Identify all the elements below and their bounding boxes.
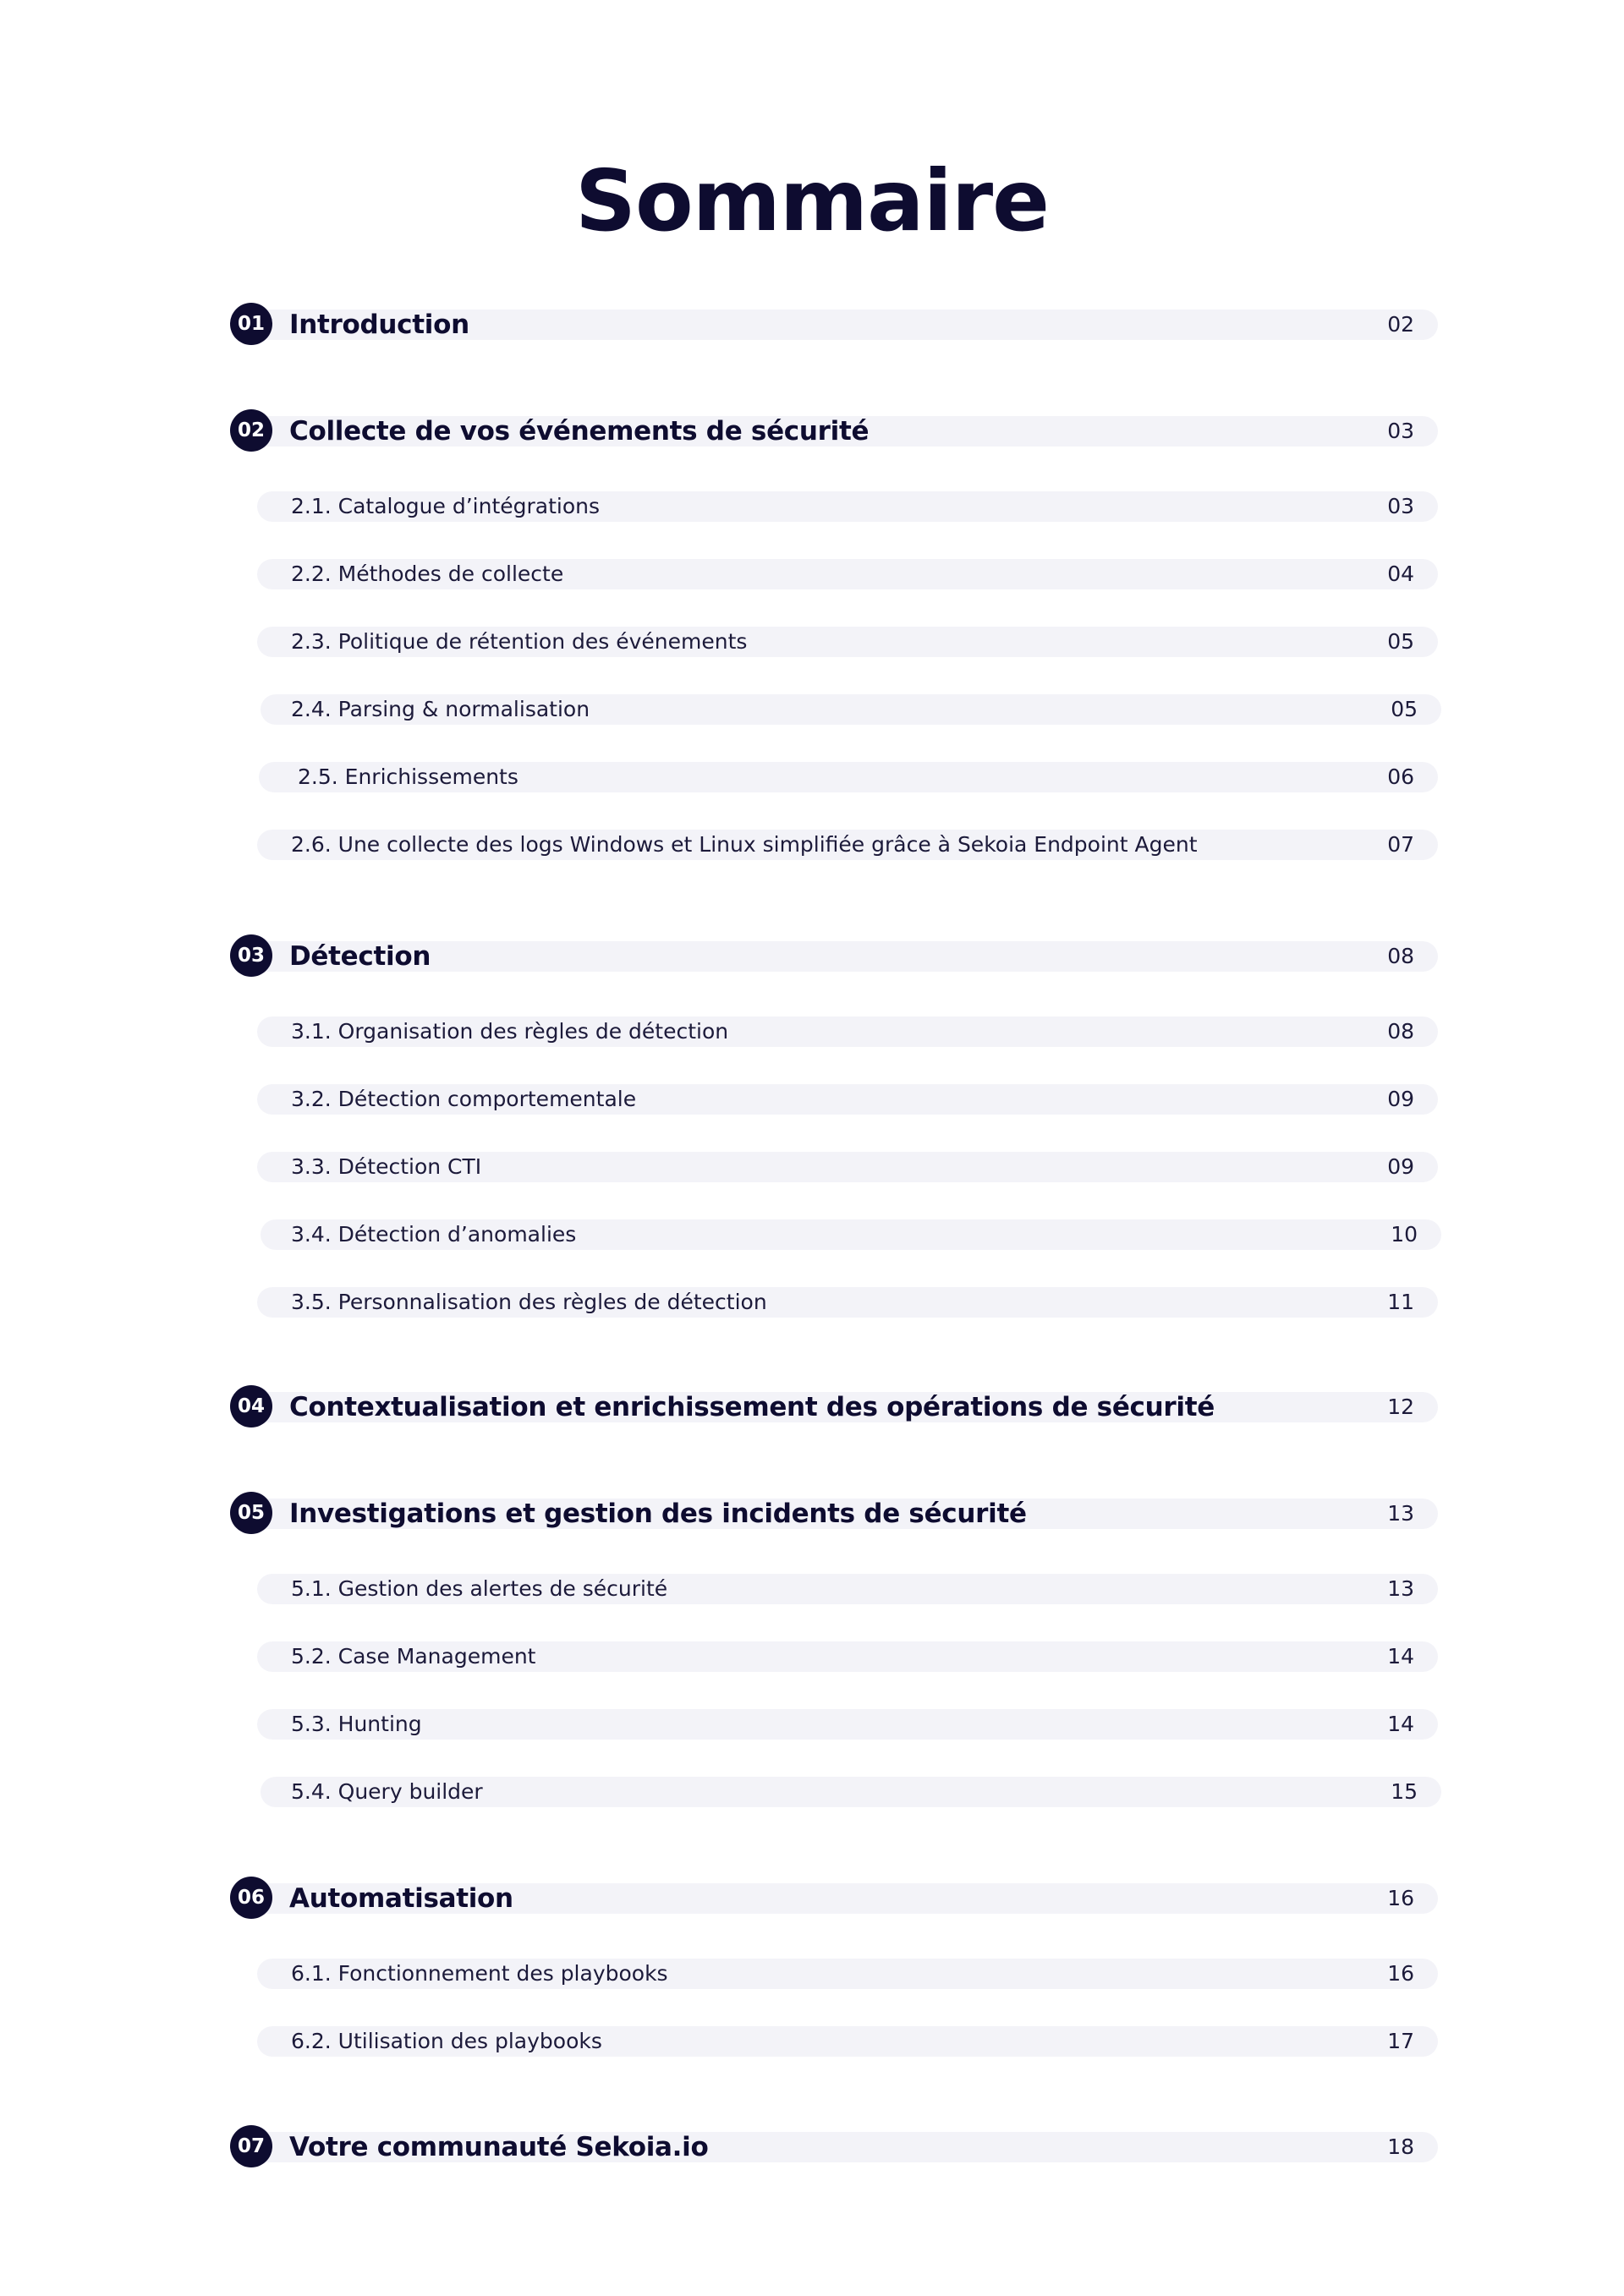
item-page-number: 14 xyxy=(1387,1712,1414,1736)
toc-item-3-3[interactable] xyxy=(257,1152,1438,1182)
item-bar xyxy=(257,1709,1438,1740)
item-title: 3.3. Détection CTI xyxy=(291,1154,482,1179)
toc-item-3-1[interactable] xyxy=(257,1016,1438,1047)
item-title: 2.4. Parsing & normalisation xyxy=(291,697,590,721)
toc-section-automatisation[interactable] xyxy=(230,1883,1438,1914)
item-page-number: 10 xyxy=(1391,1222,1418,1247)
toc-item-2-1[interactable] xyxy=(257,491,1438,522)
item-title: 2.6. Une collecte des logs Windows et Linux simplifiée grâce à Sekoia Endpoint Agent xyxy=(291,832,1198,857)
toc-section-collecte[interactable] xyxy=(230,416,1438,447)
item-title: 5.3. Hunting xyxy=(291,1712,422,1736)
section-title: Détection xyxy=(289,941,431,972)
item-page-number: 04 xyxy=(1387,562,1414,586)
item-page-number: 03 xyxy=(1387,494,1414,518)
item-page-number: 16 xyxy=(1387,1961,1414,1986)
item-title: 6.1. Fonctionnement des playbooks xyxy=(291,1961,668,1986)
section-page-number: 16 xyxy=(1387,1886,1414,1910)
toc-section-detection[interactable] xyxy=(230,941,1438,972)
toc-section-communaute[interactable] xyxy=(230,2132,1438,2162)
item-page-number: 09 xyxy=(1387,1087,1414,1111)
section-title: Contextualisation et enrichissement des opérations de sécurité xyxy=(289,1392,1215,1422)
toc-item-2-5[interactable] xyxy=(259,762,1438,792)
toc-section-investigations[interactable] xyxy=(230,1499,1438,1529)
section-title: Introduction xyxy=(289,310,469,340)
toc-item-5-3[interactable] xyxy=(257,1709,1438,1740)
item-page-number: 14 xyxy=(1387,1644,1414,1669)
toc-section-contextualisation[interactable] xyxy=(230,1392,1438,1422)
section-title: Investigations et gestion des incidents de sécurité xyxy=(289,1499,1027,1529)
toc-item-5-1[interactable] xyxy=(257,1574,1438,1604)
item-page-number: 08 xyxy=(1387,1019,1414,1044)
item-title: 6.2. Utilisation des playbooks xyxy=(291,2029,602,2053)
item-page-number: 06 xyxy=(1387,764,1414,789)
item-title: 3.2. Détection comportementale xyxy=(291,1087,637,1111)
toc-item-6-2[interactable] xyxy=(257,2026,1438,2057)
toc-item-2-6[interactable] xyxy=(257,830,1438,860)
item-page-number: 13 xyxy=(1387,1576,1414,1601)
section-page-number: 18 xyxy=(1387,2134,1414,2159)
item-title: 2.3. Politique de rétention des événements xyxy=(291,629,748,654)
item-page-number: 11 xyxy=(1387,1290,1414,1314)
section-page-number: 08 xyxy=(1387,944,1414,968)
section-number-badge: 06 xyxy=(230,1877,272,1919)
section-page-number: 02 xyxy=(1387,312,1414,337)
item-page-number: 07 xyxy=(1387,832,1414,857)
section-title: Votre communauté Sekoia.io xyxy=(289,2132,709,2162)
item-title: 2.1. Catalogue d’intégrations xyxy=(291,494,601,518)
item-title: 5.4. Query builder xyxy=(291,1779,483,1804)
section-number-badge: 02 xyxy=(230,409,272,452)
item-title: 5.1. Gestion des alertes de sécurité xyxy=(291,1576,668,1601)
toc-item-6-1[interactable] xyxy=(257,1959,1438,1989)
section-page-number: 13 xyxy=(1387,1501,1414,1526)
page-title: Sommaire xyxy=(574,151,1050,250)
item-title: 3.4. Détection d’anomalies xyxy=(291,1222,577,1247)
item-title: 2.5. Enrichissements xyxy=(298,764,518,789)
toc-item-3-5[interactable] xyxy=(257,1287,1438,1318)
item-page-number: 05 xyxy=(1387,629,1414,654)
item-title: 5.2. Case Management xyxy=(291,1644,536,1669)
item-page-number: 05 xyxy=(1391,697,1418,721)
item-page-number: 15 xyxy=(1391,1779,1418,1804)
toc-item-2-2[interactable] xyxy=(257,559,1438,589)
section-number-badge: 05 xyxy=(230,1492,272,1534)
item-page-number: 17 xyxy=(1387,2029,1414,2053)
toc-section-introduction[interactable] xyxy=(230,310,1438,340)
section-title: Collecte de vos événements de sécurité xyxy=(289,416,870,447)
section-title: Automatisation xyxy=(289,1883,513,1914)
toc-item-5-4[interactable] xyxy=(261,1777,1441,1807)
toc-item-3-2[interactable] xyxy=(257,1084,1438,1115)
item-title: 2.2. Méthodes de collecte xyxy=(291,562,564,586)
toc-item-2-3[interactable] xyxy=(257,627,1438,657)
item-title: 3.1. Organisation des règles de détection xyxy=(291,1019,729,1044)
section-number-badge: 03 xyxy=(230,934,272,977)
section-number-badge: 07 xyxy=(230,2125,272,2167)
toc-item-5-2[interactable] xyxy=(257,1641,1438,1672)
item-page-number: 09 xyxy=(1387,1154,1414,1179)
section-page-number: 12 xyxy=(1387,1395,1414,1419)
section-page-number: 03 xyxy=(1387,419,1414,443)
item-title: 3.5. Personnalisation des règles de détection xyxy=(291,1290,767,1314)
section-number-badge: 01 xyxy=(230,303,272,345)
section-number-badge: 04 xyxy=(230,1385,272,1427)
toc-item-3-4[interactable] xyxy=(261,1219,1441,1250)
toc-item-2-4[interactable] xyxy=(261,694,1441,725)
